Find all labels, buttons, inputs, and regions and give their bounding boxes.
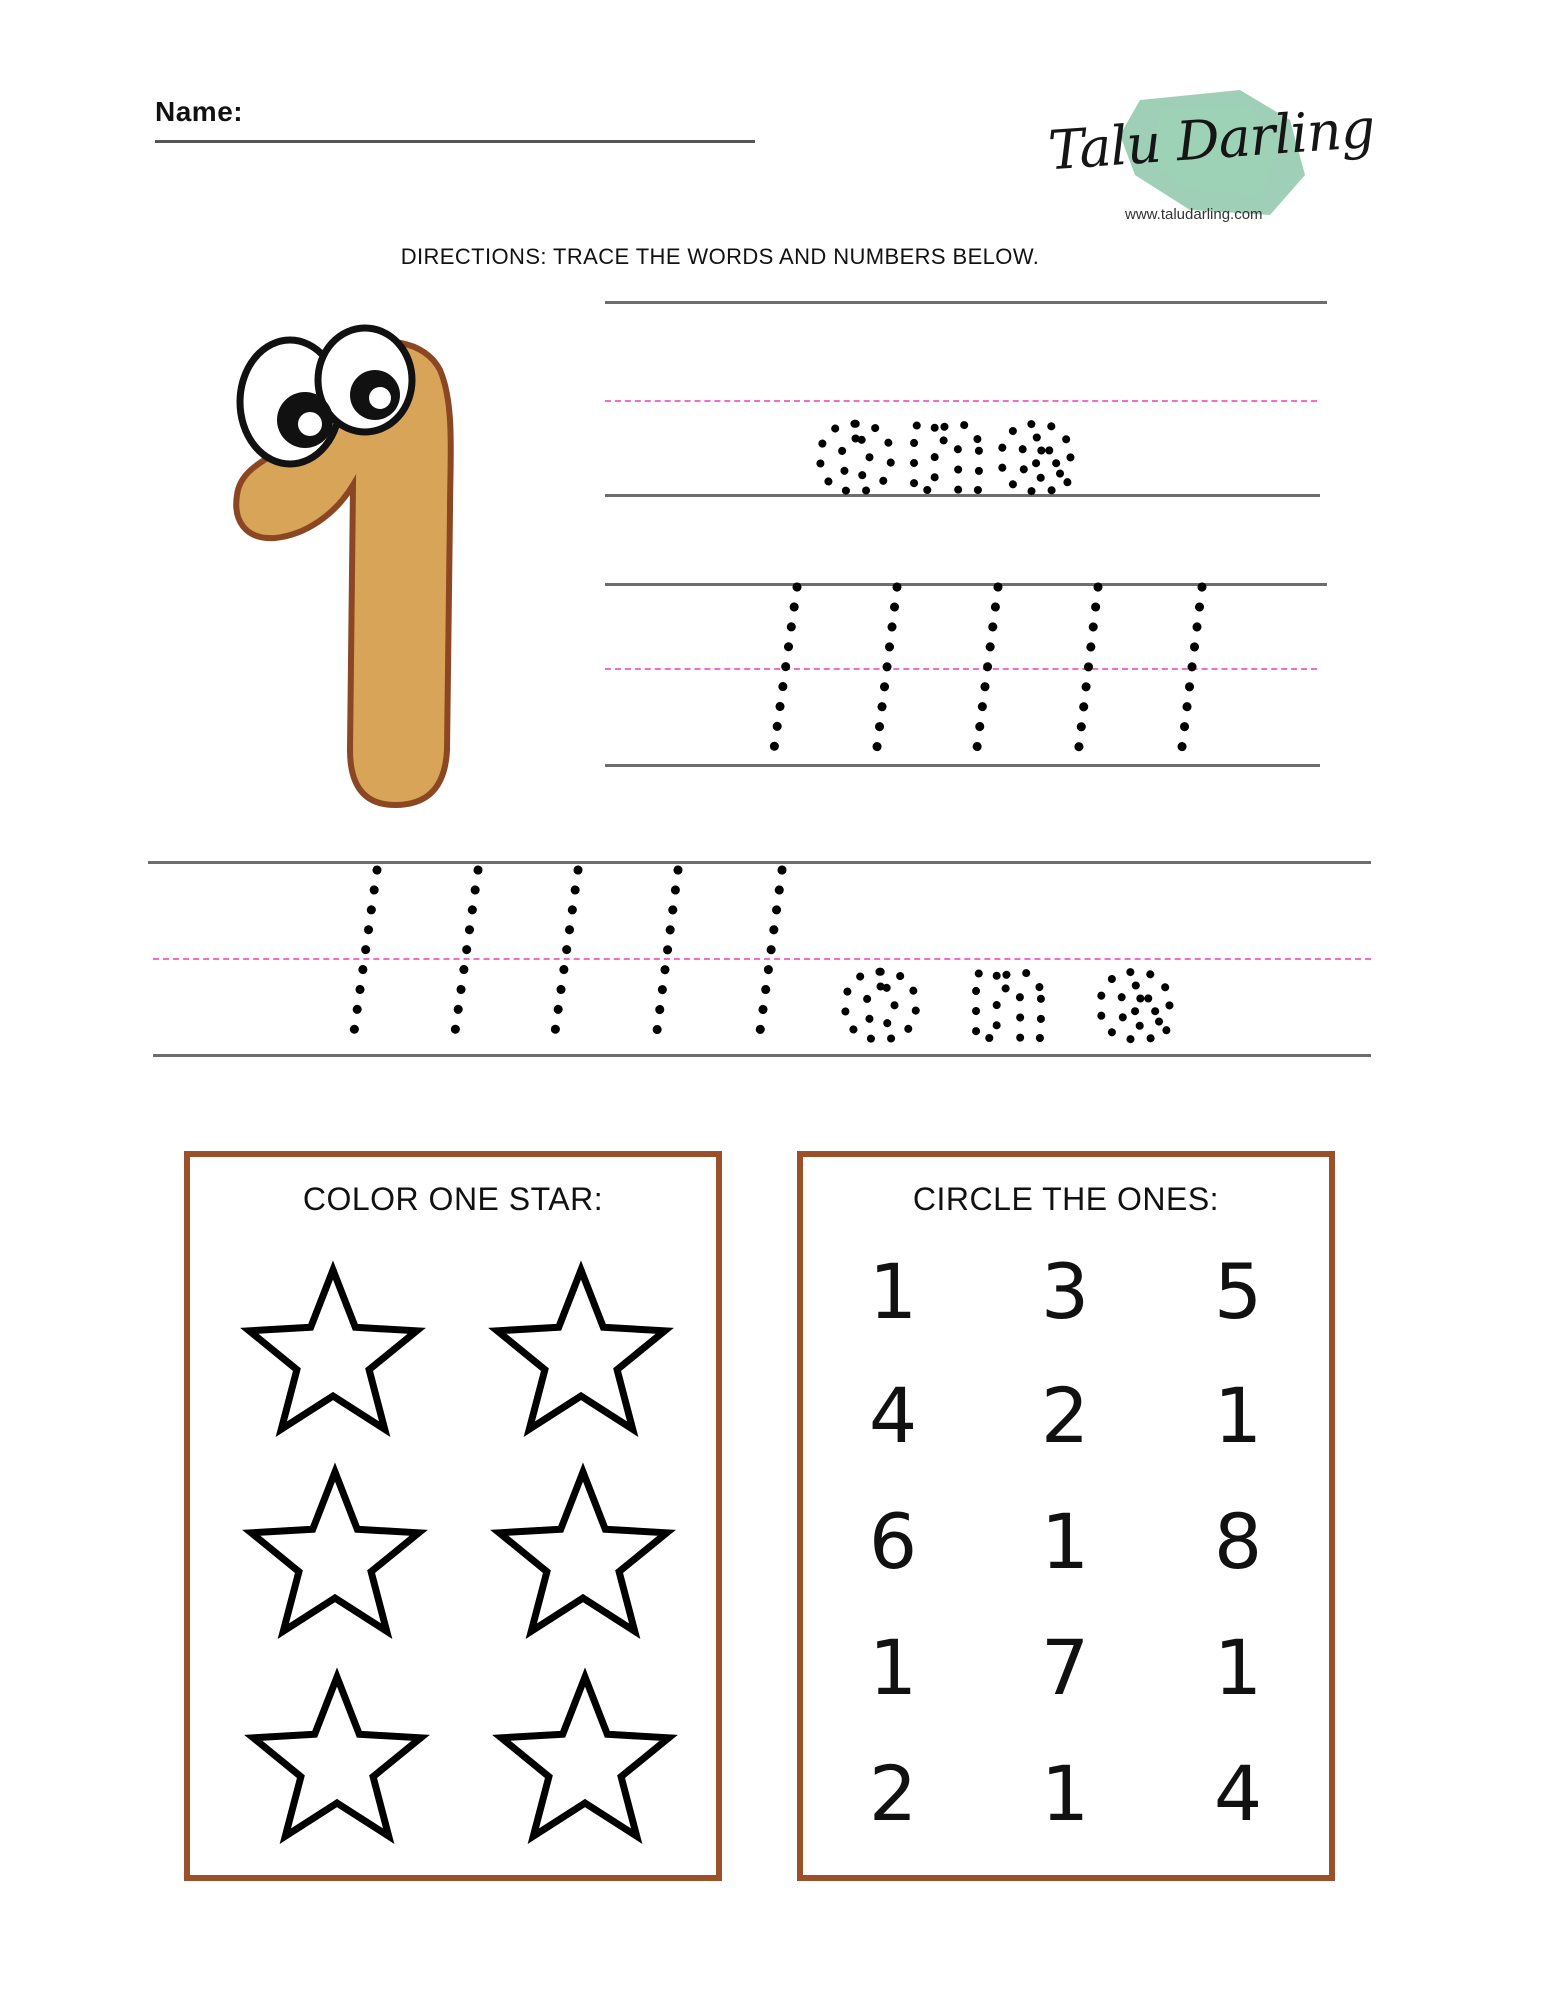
trace-row2-text: 1 1 1 1 1: [760, 585, 764, 586]
trace-row3-ones-and-word[interactable]: [340, 868, 1240, 1066]
trace-row1-word[interactable]: [600, 380, 1120, 518]
name-label: Name:: [155, 96, 244, 127]
number-cell[interactable]: 1: [1040, 1749, 1090, 1838]
trace-row2-ones[interactable]: [760, 585, 1230, 770]
number-cell[interactable]: 5: [1213, 1247, 1263, 1336]
number-cell[interactable]: 1: [1213, 1623, 1263, 1712]
number-cell[interactable]: 1: [868, 1247, 918, 1336]
trace-row1-text: one: [815, 380, 1085, 518]
number-cell[interactable]: 1: [1213, 1371, 1263, 1460]
trace-row1-top-line: [605, 301, 1327, 304]
logo-url: www.taludarling.com: [1125, 206, 1263, 223]
number-cell[interactable]: 1: [1040, 1497, 1090, 1586]
star-outline-icon[interactable]: [251, 1472, 418, 1631]
number-cell[interactable]: 6: [868, 1497, 918, 1586]
circle-ones-box: [797, 1151, 1335, 1881]
stars-grid: [190, 1157, 716, 1875]
svg-text:one: one: [840, 928, 1221, 1066]
color-stars-box: [184, 1151, 722, 1881]
directions-text: DIRECTIONS: TRACE THE WORDS AND NUMBERS BELOW.: [400, 244, 1040, 269]
number-cell[interactable]: 8: [1213, 1497, 1263, 1586]
star-outline-icon[interactable]: [253, 1677, 420, 1836]
logo-text: Talu Darling: [1046, 96, 1377, 183]
number-cell[interactable]: 2: [1040, 1371, 1090, 1460]
number-cell[interactable]: 7: [1040, 1623, 1090, 1712]
trace-row3-top-line: [148, 861, 1371, 864]
star-outline-icon[interactable]: [501, 1677, 668, 1836]
trace-row3-text: 1 1 1 1 1 one: [340, 868, 346, 869]
number-cell[interactable]: 4: [868, 1371, 918, 1460]
star-outline-icon[interactable]: [249, 1270, 416, 1429]
number-one-character-icon: [225, 310, 505, 810]
circle-box-title: CIRCLE THE ONES:: [912, 1181, 1220, 1217]
number-cell[interactable]: 3: [1040, 1247, 1090, 1336]
star-outline-icon[interactable]: [499, 1472, 666, 1631]
number-cell[interactable]: 1: [868, 1623, 918, 1712]
star-outline-icon[interactable]: [497, 1270, 664, 1429]
number-cell[interactable]: 2: [868, 1749, 918, 1838]
name-write-line[interactable]: [155, 140, 755, 143]
stars-box-title: COLOR ONE STAR:: [302, 1181, 604, 1217]
number-cell[interactable]: 4: [1213, 1749, 1263, 1838]
